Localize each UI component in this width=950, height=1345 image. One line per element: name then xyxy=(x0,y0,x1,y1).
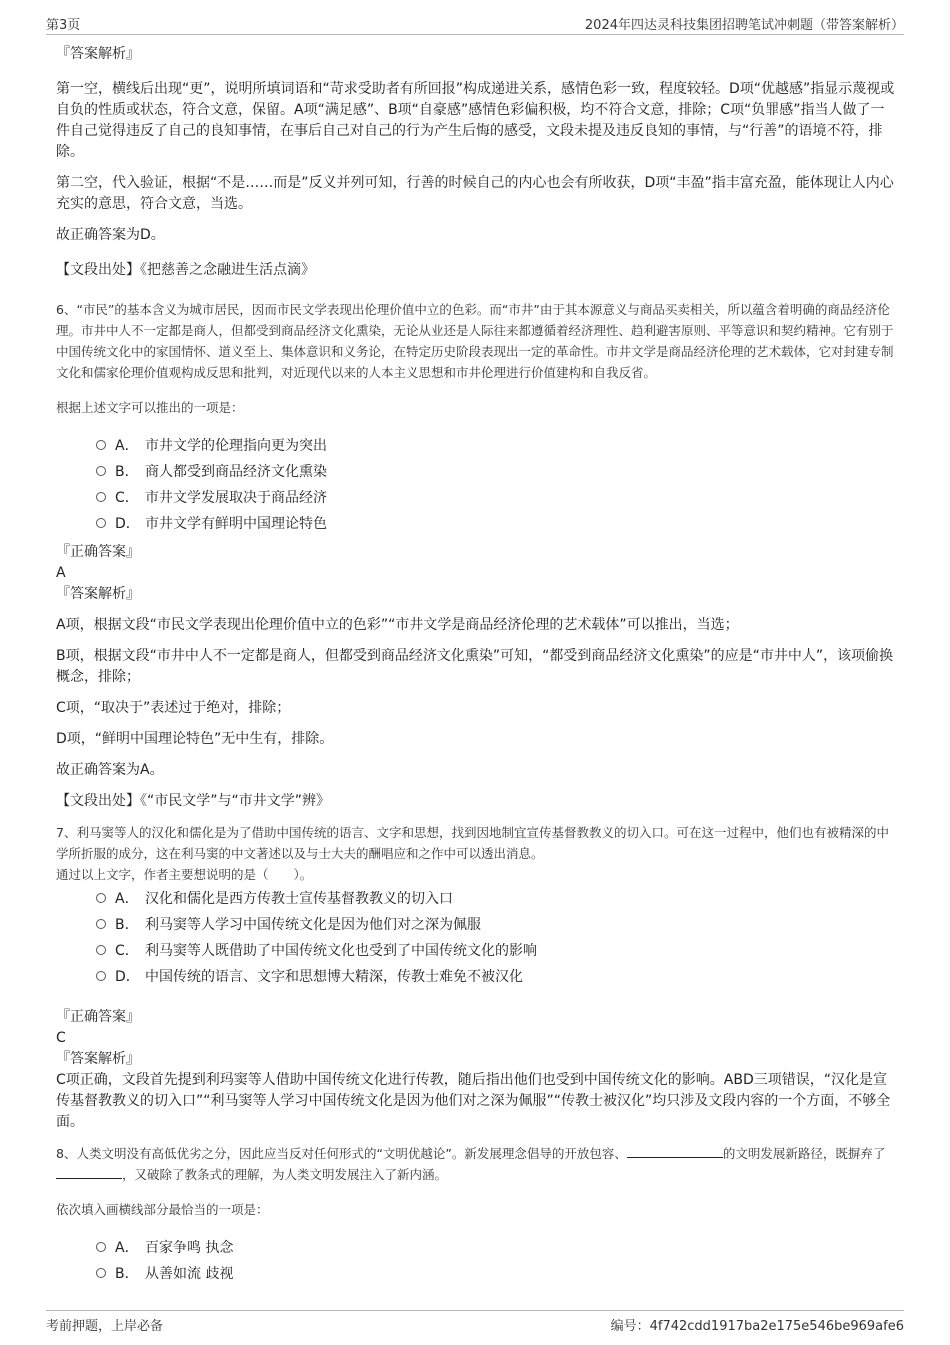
radio-icon[interactable] xyxy=(96,945,106,955)
question-8 xyxy=(56,1143,896,1286)
q7-explain-label: 『答案解析』 xyxy=(56,1051,140,1067)
radio-icon[interactable] xyxy=(96,1268,106,1278)
q8-option-b[interactable]: B． 从善如流 歧视 xyxy=(96,1260,896,1286)
q6-answer-label: 『正确答案』 xyxy=(56,544,140,560)
page-content xyxy=(56,44,896,1286)
footer-slogan: 考前押题，上岸必备 xyxy=(46,1319,164,1334)
q6-prompt: 根据上述文字可以推出的一项是： xyxy=(56,400,244,415)
q6-explain-c: C项，“取决于”表述过于绝对，排除； xyxy=(56,700,291,716)
radio-icon[interactable] xyxy=(96,919,106,929)
q6-option-a[interactable]: A． 市井文学的伦理指向更为突出 xyxy=(96,432,896,458)
q7-answer: C xyxy=(56,1030,66,1046)
q6-stem: 6、“市民”的基本含义为城市居民，因而市民文学表现出伦理价值中立的色彩。而“市井”由于其本源意义与商品买卖相关，所以蕴含着明确的商品经济伦理。市井中人不一定都是商人，但都受到商品经济文化熏染，无论从业还是人际往来都遵循着经济理性、趋利避害原则、平等意识和契约精神。它有别于中国传统文化中的家国情怀、道义至上、集体意识和义务论，在特定历史阶段表现出一定的革命性。市井文学是商品经济伦理的艺术载体，它对封建专制文化和儒家伦理价值观构成反思和批判，对近现代以来的人本主义思想和市井伦理进行价值建构和自我反省。 xyxy=(56,302,894,380)
q6-option-d[interactable]: D． 市井文学有鲜明中国理论特色 xyxy=(96,510,896,536)
q5-explain-label: 『答案解析』 xyxy=(56,46,140,62)
q6-explain-a: A项，根据文段“市民文学表现出伦理价值中立的色彩”“市井文学是商品经济伦理的艺术载体”可以推出，当选； xyxy=(56,617,739,633)
page-number: 第3页 xyxy=(46,18,81,33)
radio-icon[interactable] xyxy=(96,492,106,502)
page-header xyxy=(46,12,904,35)
q5-source: 【文段出处】《把慈善之念融进生活点滴》 xyxy=(56,262,315,278)
radio-icon[interactable] xyxy=(96,518,106,528)
q6-options xyxy=(96,432,896,536)
q7-options xyxy=(96,885,896,989)
radio-icon[interactable] xyxy=(96,893,106,903)
q6-option-b[interactable]: B． 商人都受到商品经济文化熏染 xyxy=(96,458,896,484)
q6-option-c[interactable]: C． 市井文学发展取决于商品经济 xyxy=(96,484,896,510)
q7-answer-label: 『正确答案』 xyxy=(56,1009,140,1025)
q5-explain-para1: 第一空，横线后出现“更”，说明所填词语和“苛求受助者有所回报”构成递进关系，感情色彩一致，程度较轻。D项“优越感”指显示蔑视或自负的性质或状态，符合文意，保留。A项“满足感”、B项“自豪感”感情色彩偏积极，均不符合文意，排除；C项“负罪感”指当人做了一件自己觉得违反了自己的良知事情，在事后自己对自己的行为产生后悔的感受，文段未提及违反良知的事情，与“行善”的语境不符，排除。 xyxy=(56,81,895,160)
radio-icon[interactable] xyxy=(96,440,106,450)
q6-conclusion: 故正确答案为A。 xyxy=(56,762,164,778)
q7-option-c[interactable]: C． 利马窦等人既借助了中国传统文化也受到了中国传统文化的影响 xyxy=(96,937,896,963)
q8-option-a[interactable]: A． 百家争鸣 执念 xyxy=(96,1234,896,1260)
q7-option-d[interactable]: D． 中国传统的语言、文字和思想博大精深，传教士难免不被汉化 xyxy=(96,963,896,989)
q7-prompt: 通过以上文字，作者主要想说明的是（ ）。 xyxy=(56,867,313,882)
q6-explain-label: 『答案解析』 xyxy=(56,586,140,602)
q7-option-b[interactable]: B． 利马窦等人学习中国传统文化是因为他们对之深为佩服 xyxy=(96,911,896,937)
document-code: 编号：4f742cdd1917ba2e175e546be969afe6 xyxy=(610,1319,904,1334)
radio-icon[interactable] xyxy=(96,1242,106,1252)
q8-stem: 8、人类文明没有高低优劣之分，因此应当反对任何形式的“文明优越论”。新发展理念倡导的开放包容、 的文明发展新路径，既摒弃了，又破除了教条式的理解，为人类文明发展注入了新内涵。 xyxy=(56,1143,896,1185)
q5-explanation xyxy=(56,44,896,281)
q6-source: 【文段出处】《“市民文学”与“市井文学”辨》 xyxy=(56,793,331,809)
q5-explain-para2: 第二空，代入验证，根据“不是……而是”反义并列可知，行善的时候自己的内心也会有所收获，D项“丰盈”指丰富充盈，能体现让人内心充实的意思，符合文意，当选。 xyxy=(56,175,894,212)
fill-blank-2 xyxy=(56,1164,122,1179)
q7-option-a[interactable]: A． 汉化和儒化是西方传教士宣传基督教教义的切入口 xyxy=(96,885,896,911)
q8-options xyxy=(96,1234,896,1286)
document-title: 2024年四达灵科技集团招聘笔试冲刺题（带答案解析） xyxy=(584,18,904,33)
question-7 xyxy=(56,822,896,1133)
q6-explain-b: B项，根据文段“市井中人不一定都是商人，但都受到商品经济文化熏染”可知，“都受到商品经济文化熏染”的应是“市井中人”，该项偷换概念，排除； xyxy=(56,648,894,685)
radio-icon[interactable] xyxy=(96,971,106,981)
q7-stem: 7、利马窦等人的汉化和儒化是为了借助中国传统的语言、文字和思想，找到因地制宜宣传基督教教义的切入口。可在这一过程中，他们也有被精深的中学所折服的成分，这在利马窦的中文著述以及与士大夫的酬唱应和之作中可以透出消息。 xyxy=(56,825,889,861)
radio-icon[interactable] xyxy=(96,466,106,476)
page-footer xyxy=(46,1310,904,1334)
q8-prompt: 依次填入画横线部分最恰当的一项是： xyxy=(56,1202,269,1217)
fill-blank-1 xyxy=(627,1143,723,1158)
q5-conclusion: 故正确答案为D。 xyxy=(56,227,165,243)
q6-explain-d: D项，“鲜明中国理论特色”无中生有，排除。 xyxy=(56,731,334,747)
question-6 xyxy=(56,299,896,812)
q7-explain: C项正确，文段首先提到利玛窦等人借助中国传统文化进行传教，随后指出他们也受到中国传统文化的影响。ABD三项错误，“汉化是宣传基督教教义的切入口”“利马窦等人学习中国传统文化是因为他们对之深为佩服”“传教士被汉化”均只涉及文段内容的一个方面，不够全面。 xyxy=(56,1072,891,1130)
q6-answer: A xyxy=(56,565,66,581)
